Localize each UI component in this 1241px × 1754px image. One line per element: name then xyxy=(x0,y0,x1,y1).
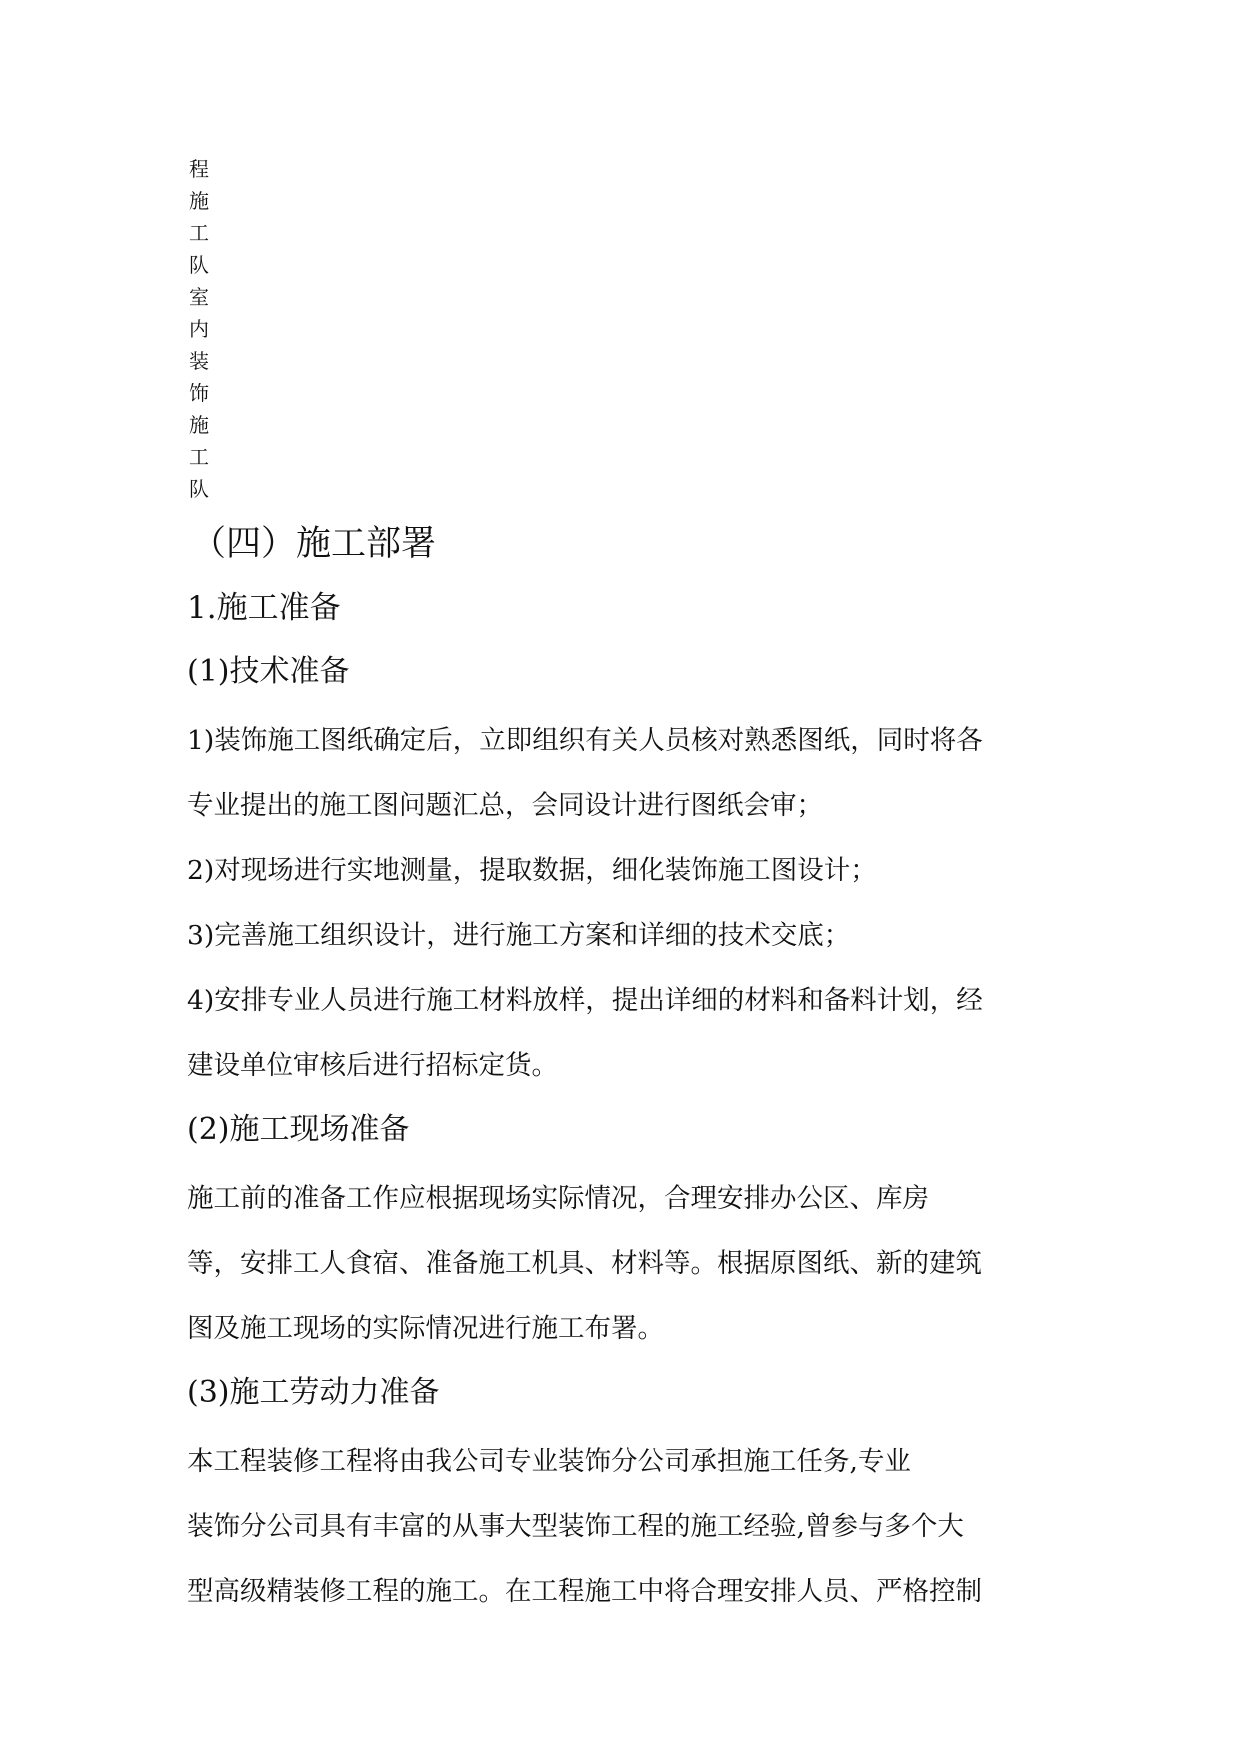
paragraph-line: 型高级精装修工程的施工。在工程施工中将合理安排人员、严格控制 xyxy=(187,1576,982,1607)
vertical-char: 饰 xyxy=(189,381,209,405)
paragraph-line: 专业提出的施工图问题汇总，会同设计进行图纸会审； xyxy=(187,790,823,821)
vertical-char: 工 xyxy=(189,445,209,469)
paragraph-line: 2)对现场进行实地测量，提取数据，细化装饰施工图设计； xyxy=(187,855,877,886)
vertical-char: 装 xyxy=(189,349,209,373)
paragraph-line: 装饰分公司具有丰富的从事大型装饰工程的施工经验,曾参与多个大 xyxy=(187,1511,964,1542)
vertical-team-label xyxy=(187,153,211,505)
document-body xyxy=(187,512,1067,1624)
vertical-char: 室 xyxy=(189,285,209,309)
paragraph-line: 施工前的准备工作应根据现场实际情况，合理安排办公区、库房 xyxy=(187,1183,929,1214)
paragraph-line: 3)完善施工组织设计，进行施工方案和详细的技术交底； xyxy=(187,920,851,951)
vertical-char: 程 xyxy=(189,157,209,181)
item-heading: 1.施工准备 xyxy=(187,590,341,626)
vertical-char: 队 xyxy=(189,253,209,277)
section-heading: （四）施工部署 xyxy=(191,524,437,564)
paragraph-line: 等，安排工人食宿、准备施工机具、材料等。根据原图纸、新的建筑 xyxy=(187,1248,982,1279)
vertical-char: 工 xyxy=(189,221,209,245)
paragraph-line: 图及施工现场的实际情况进行施工布署。 xyxy=(187,1313,664,1344)
paragraph-line: 本工程装修工程将由我公司专业装饰分公司承担施工任务,专业 xyxy=(187,1446,911,1477)
tech-prep-heading: (1)技术准备 xyxy=(187,654,350,689)
vertical-char: 施 xyxy=(189,413,209,437)
vertical-char: 队 xyxy=(189,477,209,501)
paragraph-line: 建设单位审核后进行招标定货。 xyxy=(187,1050,558,1081)
vertical-char: 内 xyxy=(189,317,209,341)
vertical-char: 施 xyxy=(189,189,209,213)
site-prep-heading: (2)施工现场准备 xyxy=(187,1112,410,1147)
labor-prep-heading: (3)施工劳动力准备 xyxy=(187,1375,440,1410)
paragraph-line: 1)装饰施工图纸确定后，立即组织有关人员核对熟悉图纸，同时将各 xyxy=(187,725,983,756)
paragraph-line: 4)安排专业人员进行施工材料放样，提出详细的材料和备料计划，经 xyxy=(187,985,983,1016)
